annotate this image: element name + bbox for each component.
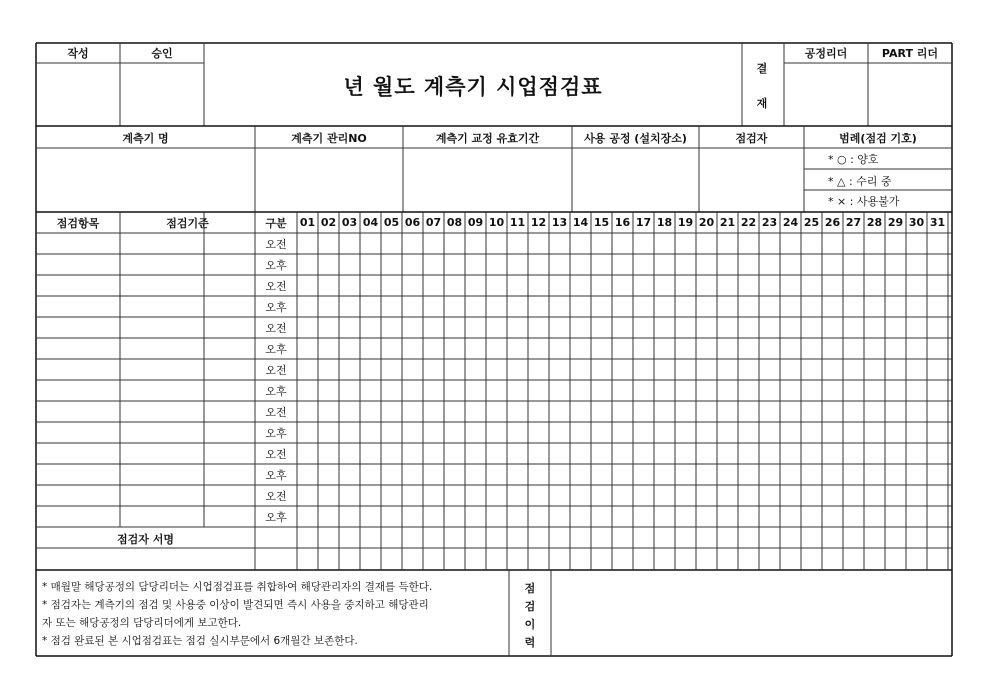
day-header-20: 20 — [698, 216, 715, 229]
gyeoljae-char-2: 재 — [756, 97, 768, 110]
col-check-criteria: 점검기준 — [166, 216, 209, 230]
period-pm-4: 오후 — [265, 384, 287, 398]
note-4: * 점검 완료된 본 시업점검표는 점검 실시부문에서 6개월간 보존한다. — [42, 635, 358, 647]
period-pm-3: 오후 — [265, 342, 287, 356]
day-header-03: 03 — [341, 216, 358, 229]
day-header-21: 21 — [719, 216, 736, 229]
day-header-31: 31 — [929, 216, 946, 229]
day-header-07: 07 — [425, 216, 442, 229]
col-instrument-name: 계측기 명 — [122, 131, 169, 145]
history-char-1: 점 — [524, 582, 536, 595]
day-header-08: 08 — [446, 216, 463, 229]
day-header-23: 23 — [761, 216, 778, 229]
note-2: * 점검자는 계측기의 점검 및 사용중 이상이 발견되면 즉시 사용을 중지하고 해당관리 — [42, 599, 429, 611]
period-am-6: 오전 — [265, 447, 287, 461]
day-header-19: 19 — [677, 216, 694, 229]
day-header-12: 12 — [530, 216, 547, 229]
day-header-26: 26 — [824, 216, 841, 229]
day-header-13: 13 — [551, 216, 568, 229]
period-am-4: 오전 — [265, 363, 287, 377]
day-header-09: 09 — [467, 216, 484, 229]
approver-label: 승인 — [151, 47, 173, 60]
col-division: 구분 — [265, 216, 287, 230]
period-am-5: 오전 — [265, 405, 287, 419]
col-process-location: 사용 공정 (설치장소) — [584, 131, 687, 145]
col-inspector: 점검자 — [735, 131, 768, 145]
day-header-24: 24 — [782, 216, 799, 229]
day-header-27: 27 — [845, 216, 862, 229]
process-leader-label: 공정리더 — [804, 47, 848, 60]
page-title: 년 월도 계측기 시업점검표 — [343, 75, 603, 99]
day-header-22: 22 — [740, 216, 757, 229]
part-leader-label: PART 리더 — [881, 47, 939, 60]
day-header-25: 25 — [803, 216, 820, 229]
period-am-3: 오전 — [265, 321, 287, 335]
day-header-17: 17 — [635, 216, 652, 229]
day-header-02: 02 — [320, 216, 337, 229]
history-char-3: 이 — [524, 618, 536, 631]
period-pm-6: 오후 — [265, 468, 287, 482]
period-pm-7: 오후 — [265, 510, 287, 524]
period-pm-5: 오후 — [265, 426, 287, 440]
day-header-29: 29 — [887, 216, 904, 229]
col-calibration-period: 계측기 교정 유효기간 — [435, 131, 540, 145]
history-char-2: 검 — [524, 600, 536, 613]
day-header-11: 11 — [509, 216, 526, 229]
legend-repair: * △ : 수리 중 — [828, 175, 892, 188]
period-am-2: 오전 — [265, 279, 287, 293]
day-header-04: 04 — [362, 216, 379, 229]
period-am-1: 오전 — [265, 237, 287, 251]
day-header-28: 28 — [866, 216, 883, 229]
col-check-item: 점검항목 — [56, 216, 100, 230]
day-header-01: 01 — [299, 216, 316, 229]
gyeoljae-char-1: 결 — [756, 62, 768, 75]
day-header-15: 15 — [593, 216, 610, 229]
col-legend: 범례(점검 기호) — [839, 131, 917, 145]
note-1: * 매월말 해당공정의 담당리더는 시업점검표를 취합하여 해당관리자의 결재를 득한다. — [42, 581, 433, 593]
note-3: 자 또는 해당공정의 담당리더에게 보고한다. — [42, 617, 242, 629]
col-management-no: 계측기 관리NO — [291, 131, 367, 145]
period-am-7: 오전 — [265, 489, 287, 503]
writer-label: 작성 — [67, 47, 89, 60]
day-header-14: 14 — [572, 216, 589, 229]
day-header-06: 06 — [404, 216, 421, 229]
day-header-30: 30 — [908, 216, 925, 229]
legend-good: * ○ : 양호 — [828, 153, 879, 166]
history-char-4: 력 — [524, 636, 536, 649]
day-header-10: 10 — [488, 216, 505, 229]
period-pm-2: 오후 — [265, 300, 287, 314]
legend-unusable: * × : 사용불가 — [828, 195, 900, 208]
day-header-16: 16 — [614, 216, 631, 229]
day-header-18: 18 — [656, 216, 673, 229]
inspector-signature-label: 점검자 서명 — [117, 532, 174, 546]
period-pm-1: 오후 — [265, 258, 287, 272]
day-header-05: 05 — [383, 216, 400, 229]
